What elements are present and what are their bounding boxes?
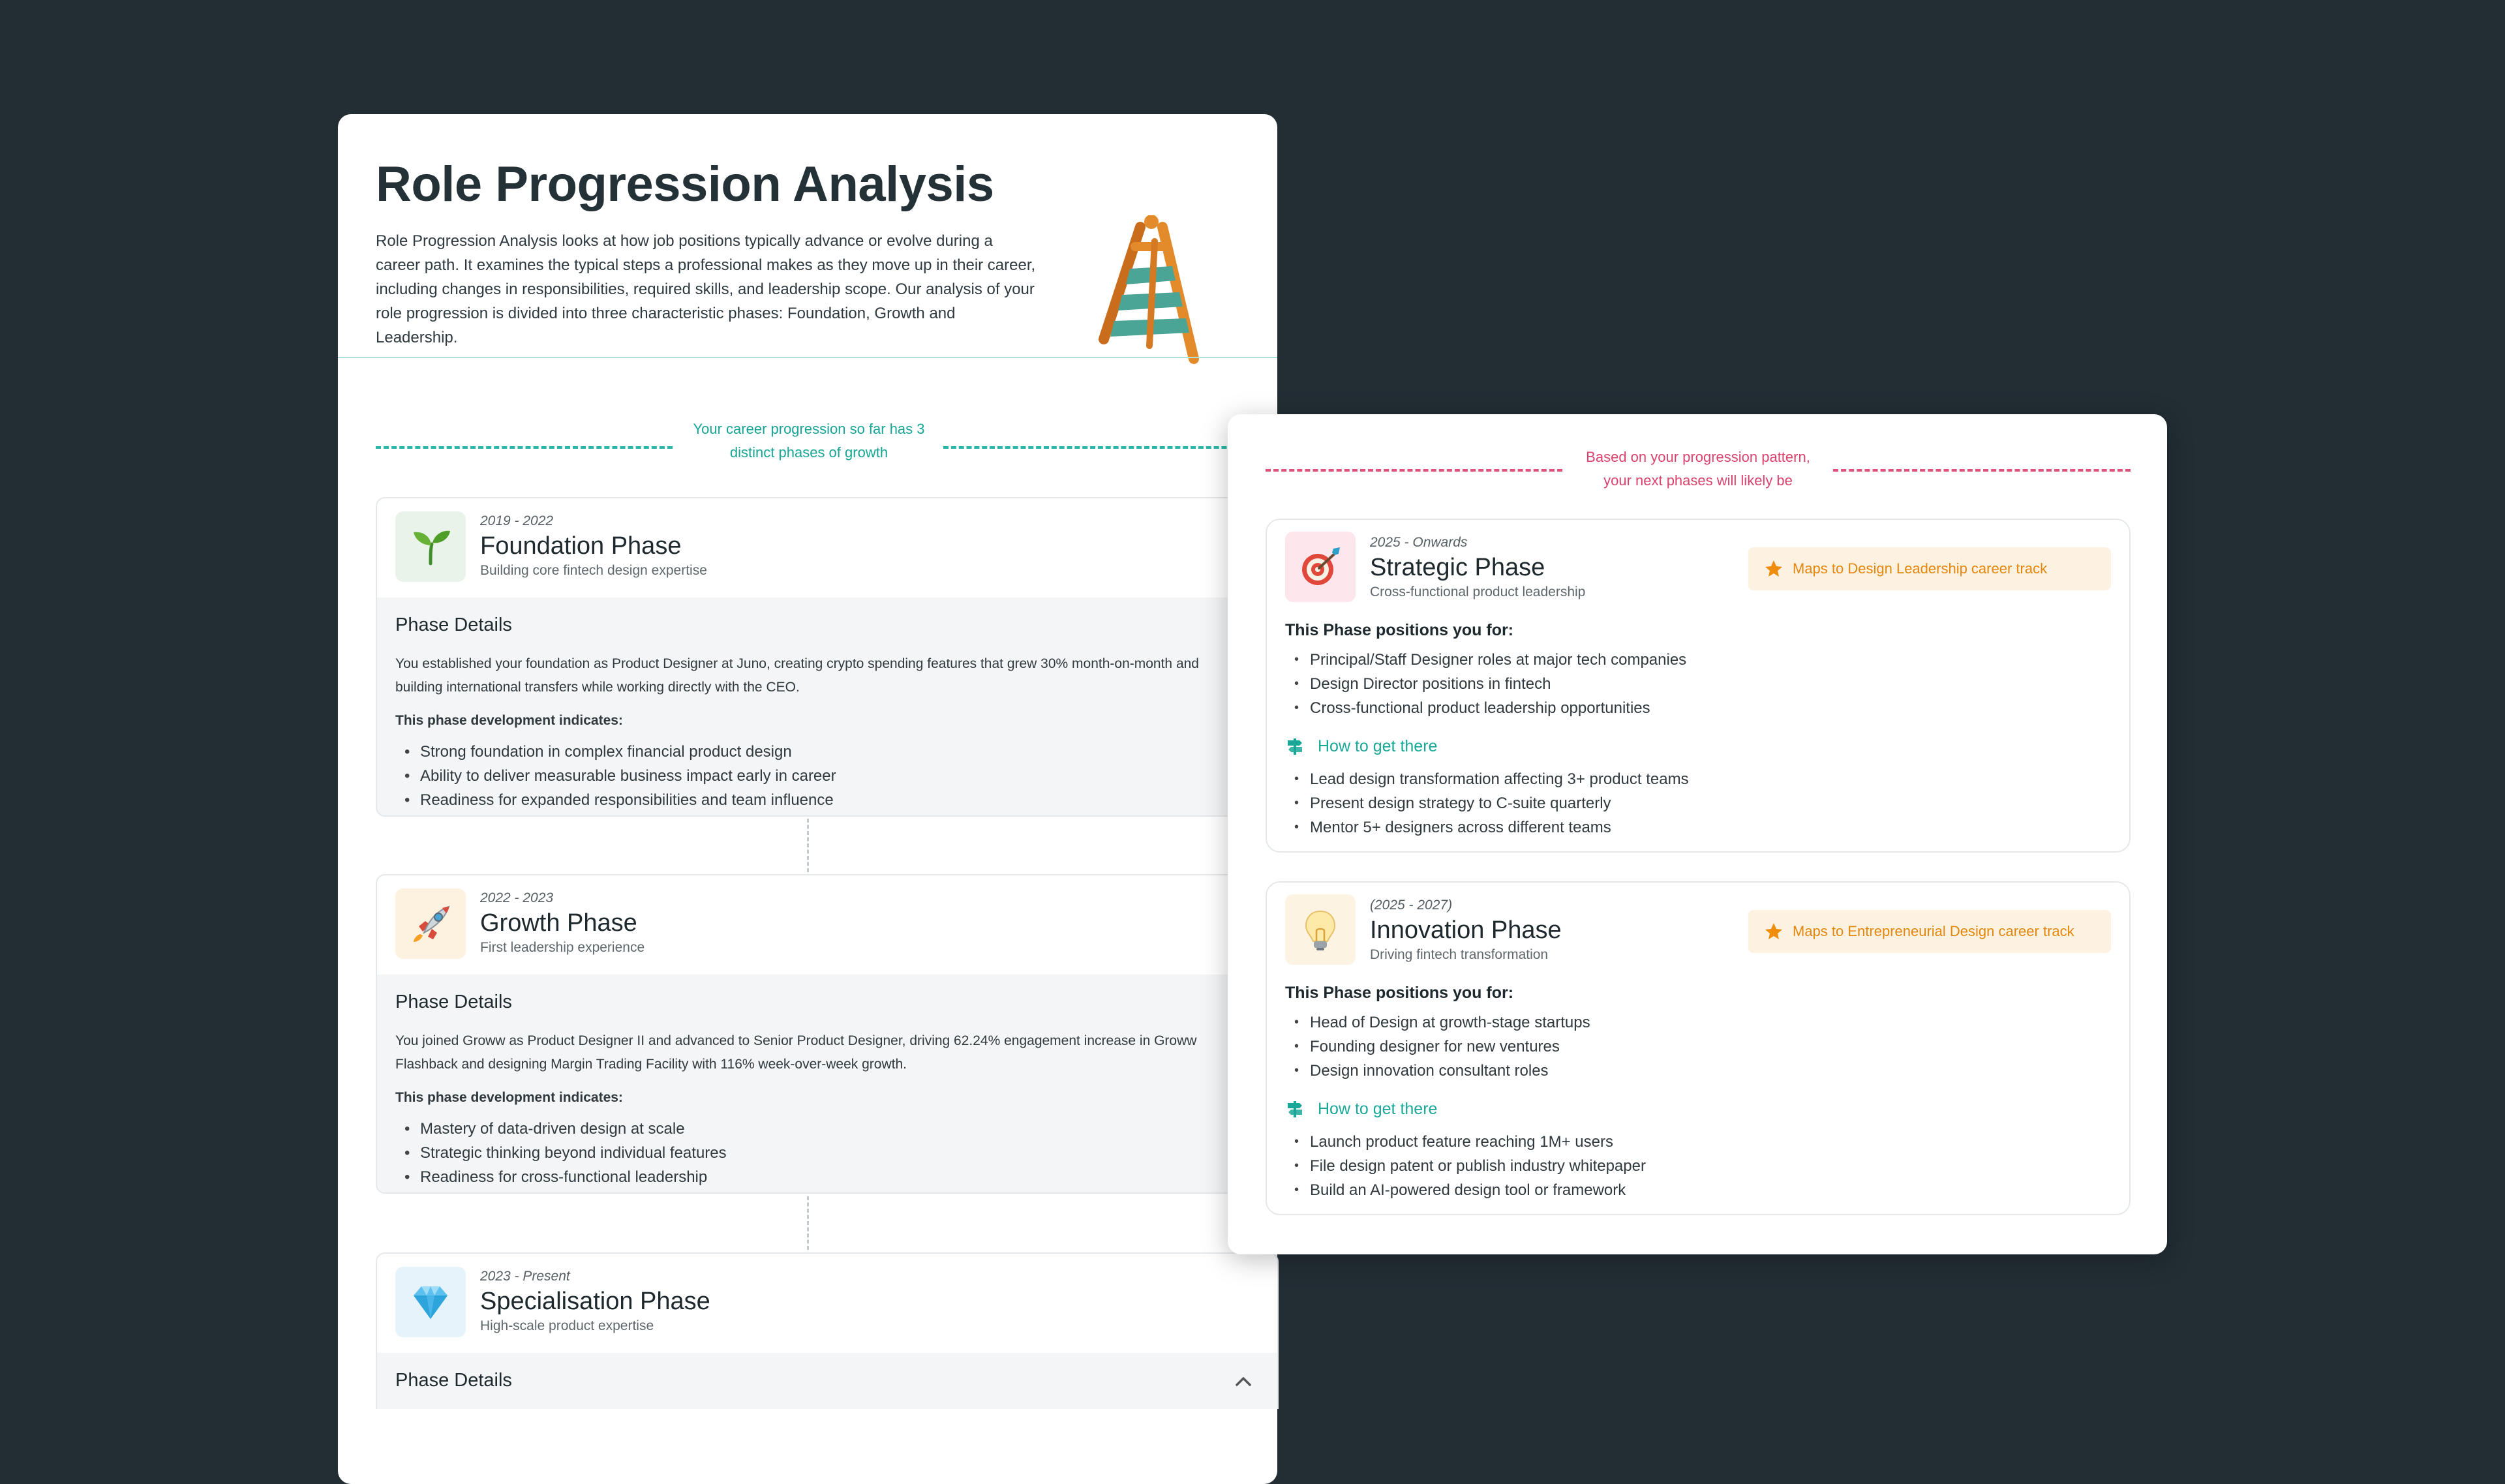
signpost-icon (1285, 1099, 1305, 1119)
career-track-label: Maps to Design Leadership career track (1793, 560, 2048, 577)
gem-icon (395, 1267, 466, 1337)
how-to-get-there-heading (1285, 734, 2111, 758)
phase-details-title: Phase Details (395, 614, 512, 635)
phase-years: 2019 - 2022 (480, 513, 554, 528)
next-phases-card (1228, 414, 2167, 1254)
list-item: • Design innovation consultant roles (1285, 1059, 2111, 1083)
list-item: • Principal/Staff Designer roles at major tech companies (1285, 648, 2111, 672)
progress-banner-text (376, 417, 1242, 464)
list-item: • Readiness for expanded responsibilities and team influence (395, 788, 1259, 812)
positions-list (1285, 1010, 2111, 1083)
list-item: • Build an AI-powered design tool or framework (1285, 1178, 2111, 1202)
howto-list (1285, 767, 2111, 840)
next-banner-line1: Based on your progression pattern, (1577, 446, 1819, 469)
howto-list (1285, 1130, 2111, 1202)
phase-subtitle: High-scale product expertise (480, 1318, 654, 1333)
phase-card-growth (376, 874, 1279, 1194)
indicates-list (395, 1117, 1259, 1189)
indicates-title: This phase development indicates: (395, 1090, 623, 1105)
target-icon (1285, 532, 1356, 602)
progress-banner (376, 417, 1277, 476)
phase-connector (807, 819, 809, 872)
phase-details-title: Phase Details (395, 992, 512, 1012)
phase-subtitle: First leadership experience (480, 940, 645, 955)
list-item: • File design patent or publish industry whitepaper (1285, 1154, 2111, 1178)
phase-meta (480, 1268, 710, 1335)
positions-list (1285, 648, 2111, 720)
future-phase-body (1267, 980, 2129, 1215)
phase-details-toggle[interactable] (395, 612, 1259, 641)
list-item: • Head of Design at growth-stage startups (1285, 1010, 2111, 1035)
phase-years: 2025 - Onwards (1370, 535, 1468, 550)
list-item: • Ability to deliver measurable business impact early in career (395, 764, 1259, 788)
phase-years: 2022 - 2023 (480, 890, 554, 905)
intro-text: Role Progression Analysis looks at how job positions typically advance or evolve during a career path. It examines the typical steps a professional makes as they move up in their career, including changes in responsibilities, required skills, and leadership scope. Our analysis of your role progression is divided into three characteristic phases: Foundation, Growth and Leadership. (376, 232, 1036, 346)
list-item: • Design Director positions in fintech (1285, 672, 2111, 696)
phase-connector (807, 1196, 809, 1250)
phase-meta (1370, 897, 1562, 963)
phase-header (1267, 883, 2129, 980)
list-item: • Mentor 5+ designers across different teams (1285, 815, 2111, 840)
page-title: Role Progression Analysis (376, 157, 994, 212)
phase-name: Foundation Phase (480, 532, 682, 560)
next-banner-text (1266, 446, 2131, 492)
phase-card-specialisation (376, 1252, 1279, 1409)
ladder-icon (1089, 215, 1207, 365)
next-banner-line2: your next phases will likely be (1594, 469, 1802, 492)
phase-header (377, 498, 1277, 598)
phase-name: Innovation Phase (1370, 916, 1562, 944)
list-item: • Present design strategy to C-suite quarterly (1285, 791, 2111, 815)
phase-details-panel (377, 975, 1277, 1194)
phase-subtitle: Cross-functional product leadership (1370, 584, 1586, 599)
list-item: • Mastery of data-driven design at scale (395, 1117, 1259, 1141)
phase-details-text: You joined Groww as Product Designer II and advanced to Senior Product Designer, driving 62.24% engagement increase in Groww Flashback and designing Margin Trading Facility with 116% week-over-week growth. (395, 1033, 1197, 1072)
phase-name: Specialisation Phase (480, 1288, 710, 1315)
chevron-up-icon[interactable] (1233, 1371, 1254, 1392)
phase-details-toggle[interactable] (395, 1367, 1259, 1396)
phase-details-panel (377, 598, 1277, 817)
phase-header (1267, 520, 2129, 618)
phase-details-toggle[interactable] (395, 989, 1259, 1018)
career-track-badge (1748, 547, 2111, 590)
future-phase-body (1267, 618, 2129, 853)
phase-header (377, 875, 1277, 975)
next-phases-banner (1266, 440, 2131, 499)
list-item: • Cross-functional product leadership opportunities (1285, 696, 2111, 720)
phase-details-text: You established your foundation as Product Designer at Juno, creating crypto spending features that grew 30% month-on-month and building international transfers while working directly with the CEO. (395, 656, 1199, 695)
how-to-get-there-heading (1285, 1097, 2111, 1121)
phase-subtitle: Building core fintech design expertise (480, 563, 707, 578)
phase-subtitle: Driving fintech transformation (1370, 947, 1549, 962)
phase-card-foundation (376, 497, 1279, 817)
list-item: • Readiness for cross-functional leadership (395, 1165, 1259, 1189)
career-track-label: Maps to Entrepreneurial Design career track (1793, 923, 2074, 939)
phase-years: 2023 - Present (480, 1269, 570, 1284)
how-to-get-there-label: How to get there (1318, 1100, 1438, 1118)
list-item: • Lead design transformation affecting 3+ product teams (1285, 767, 2111, 791)
phase-meta (1370, 534, 1585, 601)
signpost-icon (1285, 736, 1305, 756)
positions-title: This Phase positions you for: (1285, 621, 1514, 639)
indicates-list (395, 740, 1259, 812)
how-to-get-there-label: How to get there (1318, 737, 1438, 755)
rocket-icon (395, 888, 466, 959)
list-item: • Launch product feature reaching 1M+ users (1285, 1130, 2111, 1154)
phase-meta (480, 513, 707, 579)
list-item: • Founding designer for new ventures (1285, 1035, 2111, 1059)
progress-banner-line2: distinct phases of growth (721, 441, 897, 464)
phase-years: (2025 - 2027) (1370, 898, 1453, 913)
header-divider (338, 357, 1277, 358)
phase-details-title: Phase Details (395, 1370, 512, 1391)
list-item: • Strategic thinking beyond individual features (395, 1141, 1259, 1165)
analysis-header (376, 157, 1239, 365)
positions-title: This Phase positions you for: (1285, 984, 1514, 1002)
progress-banner-line1: Your career progression so far has 3 (684, 417, 934, 441)
phase-name: Growth Phase (480, 909, 637, 937)
phase-meta (480, 890, 645, 956)
phase-header (377, 1254, 1277, 1353)
future-phase-innovation (1266, 881, 2131, 1215)
indicates-title: This phase development indicates: (395, 713, 623, 728)
phase-name: Strategic Phase (1370, 554, 1545, 581)
future-phase-strategic (1266, 519, 2131, 853)
star-icon (1764, 559, 1784, 579)
star-icon (1764, 922, 1784, 941)
seedling-icon (395, 511, 466, 582)
lightbulb-icon (1285, 894, 1356, 965)
phase-details-panel (377, 1353, 1277, 1409)
career-track-badge (1748, 910, 2111, 953)
list-item: • Strong foundation in complex financial product design (395, 740, 1259, 764)
